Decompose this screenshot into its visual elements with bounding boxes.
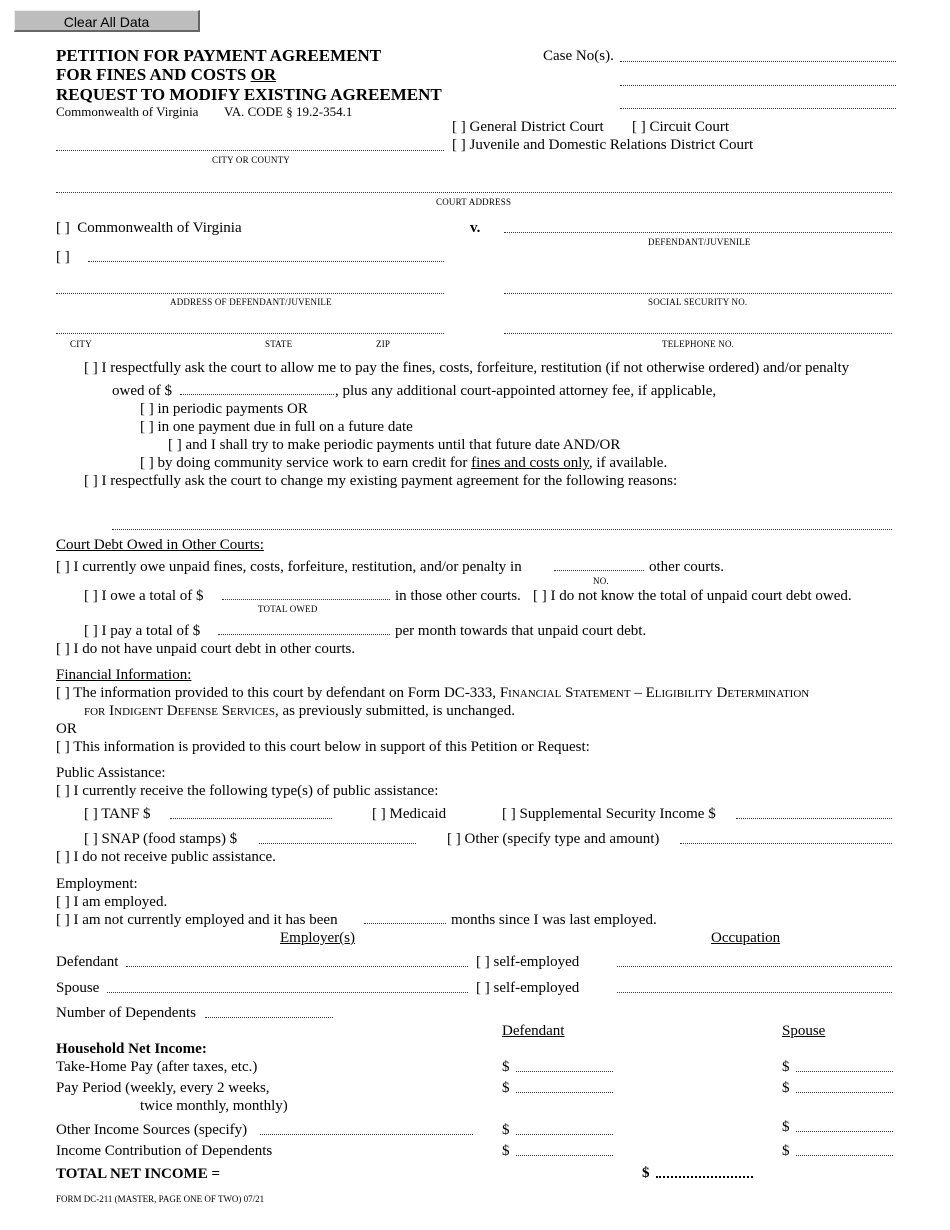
other-income-defendant-field[interactable]	[516, 1134, 613, 1135]
tanf-amount-field[interactable]	[170, 818, 332, 819]
city-or-county-label: CITY OR COUNTY	[212, 155, 290, 165]
previously-submitted-label: , as previously submitted, is unchanged.	[275, 703, 515, 719]
total-owed-field[interactable]	[222, 599, 390, 600]
change-agreement-checkbox[interactable]: [ ] I respectfully ask the court to change my existing payment agreement for the following reasons:	[84, 473, 678, 489]
total-owed-checkbox[interactable]: [ ] I owe a total of $	[84, 588, 204, 604]
snap-checkbox[interactable]: [ ] SNAP (food stamps) $	[84, 831, 238, 847]
owe-other-courts-checkbox[interactable]: [ ] I currently owe unpaid fines, costs, forfeiture, restitution, and/or penalty in	[56, 559, 522, 575]
or-label: OR	[56, 721, 77, 737]
community-service-label: [ ] by doing community service work to earn credit for	[140, 455, 472, 471]
pay-period-label: Pay Period (weekly, every 2 weeks,	[56, 1080, 270, 1096]
dependents-label: Number of Dependents	[56, 1005, 196, 1021]
employers-heading: Employer(s)	[280, 930, 355, 946]
circuit-court-checkbox[interactable]: [ ] Circuit Court	[632, 119, 730, 135]
community-service-suffix: , if available.	[588, 455, 668, 471]
unknown-total-checkbox[interactable]: [ ] I do not know the total of unpaid court debt owed.	[533, 588, 852, 604]
dependents-income-label: Income Contribution of Dependents	[56, 1143, 273, 1159]
case-no-label: Case No(s).	[543, 48, 614, 64]
dependents-income-spouse-dollar: $	[782, 1143, 790, 1159]
dependents-income-spouse-field[interactable]	[796, 1155, 893, 1156]
commonwealth-party-label: Commonwealth of Virginia	[77, 220, 242, 236]
public-assistance-heading: Public Assistance:	[56, 765, 166, 781]
change-reasons-field[interactable]	[112, 529, 892, 530]
versus-label: v.	[470, 220, 481, 236]
city-label: CITY	[70, 339, 92, 349]
defendant-column-heading: Defendant	[502, 1023, 565, 1039]
dependents-field[interactable]	[205, 1017, 333, 1018]
form-title-line1: PETITION FOR PAYMENT AGREEMENT	[56, 46, 382, 65]
tanf-checkbox[interactable]: [ ] TANF $	[84, 806, 151, 822]
financial-statement-title: Financial Statement – Eligibility Determination	[499, 685, 810, 701]
info-unchanged-label: [ ] The information provided to this court by defendant on Form DC-333,	[56, 685, 500, 701]
ssi-amount-field[interactable]	[736, 818, 892, 819]
periodic-until-checkbox[interactable]: [ ] and I shall try to make periodic payments until that future date AND/OR	[168, 437, 621, 453]
other-income-label: Other Income Sources (specify)	[56, 1122, 248, 1138]
in-other-courts-label: in those other courts.	[395, 588, 521, 604]
defendant-address-label: ADDRESS OF DEFENDANT/JUVENILE	[170, 297, 332, 307]
info-provided-checkbox[interactable]: [ ] This information is provided to this court below in support of this Petition or Request:	[56, 739, 590, 755]
financial-info-heading: Financial Information:	[56, 667, 192, 683]
monthly-payment-field[interactable]	[218, 634, 390, 635]
total-net-income-field[interactable]	[656, 1176, 753, 1178]
per-month-label: per month towards that unpaid court debt.	[395, 623, 647, 639]
employment-heading: Employment:	[56, 876, 138, 892]
household-income-heading: Household Net Income:	[56, 1041, 207, 1057]
pay-period-defendant-field[interactable]	[516, 1092, 613, 1093]
defendant-occupation-field[interactable]	[617, 966, 892, 967]
take-home-spouse-dollar: $	[782, 1059, 790, 1075]
spouse-column-heading: Spouse	[782, 1023, 826, 1039]
form-id-footer: FORM DC-211 (MASTER, PAGE ONE OF TWO) 07/21	[56, 1194, 265, 1204]
info-unchanged-checkbox[interactable]	[56, 685, 809, 702]
city-or-county-field[interactable]	[56, 150, 444, 151]
form-title-line2	[56, 65, 276, 84]
defendant-self-employed-checkbox[interactable]: [ ] self-employed	[476, 954, 580, 970]
no-label: NO.	[593, 576, 609, 586]
state-label: STATE	[265, 339, 293, 349]
receive-assistance-checkbox[interactable]: [ ] I currently receive the following type(s) of public assistance:	[56, 783, 439, 799]
other-assistance-field[interactable]	[680, 843, 892, 844]
spouse-employer-field[interactable]	[107, 992, 468, 993]
dependents-income-def-dollar: $	[502, 1143, 510, 1159]
defendant-address-field[interactable]	[56, 293, 444, 294]
medicaid-checkbox[interactable]: [ ] Medicaid	[372, 806, 447, 822]
one-payment-checkbox[interactable]: [ ] in one payment due in full on a future date	[140, 419, 413, 435]
telephone-field[interactable]	[504, 333, 892, 334]
other-courts-count-field[interactable]	[554, 570, 644, 571]
spouse-employer-label: Spouse	[56, 980, 100, 996]
commonwealth-checkbox-box[interactable]: [ ]	[56, 220, 70, 236]
attorney-fee-label: , plus any additional court-appointed attorney fee, if applicable,	[335, 383, 717, 399]
other-party-checkbox[interactable]: [ ]	[56, 249, 70, 265]
defendant-label: DEFENDANT/JUVENILE	[648, 237, 751, 247]
no-other-debt-checkbox[interactable]: [ ] I do not have unpaid court debt in other courts.	[56, 641, 356, 657]
court-address-label: COURT ADDRESS	[436, 197, 512, 207]
court-address-field[interactable]	[56, 192, 892, 193]
take-home-defendant-field[interactable]	[516, 1071, 613, 1072]
case-no-field-1[interactable]	[620, 61, 896, 62]
telephone-label: TELEPHONE NO.	[662, 339, 735, 349]
other-party-field[interactable]	[88, 261, 444, 262]
other-courts-label: other courts.	[649, 559, 724, 575]
jdr-court-checkbox[interactable]: [ ] Juvenile and Domestic Relations District Court	[452, 137, 754, 153]
commonwealth-party-checkbox[interactable]	[56, 220, 242, 237]
case-no-field-2[interactable]	[620, 85, 896, 86]
clear-all-data-button[interactable]: Clear All Data	[14, 10, 200, 32]
pay-request-checkbox[interactable]: [ ] I respectfully ask the court to allow me to pay the fines, costs, forfeiture, restitution (if not otherwise ordered) and/or penalty	[84, 360, 850, 376]
other-income-specify-field[interactable]	[260, 1134, 473, 1135]
periodic-payments-checkbox[interactable]: [ ] in periodic payments OR	[140, 401, 308, 417]
take-home-spouse-field[interactable]	[796, 1071, 893, 1072]
title-line2-text: FOR FINES AND COSTS	[56, 65, 251, 84]
va-code-label: VA. CODE § 19.2-354.1	[224, 104, 353, 119]
other-income-spouse-dollar: $	[782, 1119, 790, 1135]
other-income-def-dollar: $	[502, 1122, 510, 1138]
take-home-label: Take-Home Pay (after taxes, etc.)	[56, 1059, 258, 1075]
community-service-checkbox[interactable]	[140, 455, 667, 472]
employed-checkbox[interactable]: [ ] I am employed.	[56, 894, 168, 910]
take-home-def-dollar: $	[502, 1059, 510, 1075]
occupation-heading: Occupation	[711, 930, 781, 946]
indigent-defense-title: for Indigent Defense Services	[84, 703, 275, 719]
other-income-spouse-field[interactable]	[796, 1131, 893, 1132]
ssn-label: SOCIAL SECURITY NO.	[648, 297, 748, 307]
ssn-field[interactable]	[504, 293, 892, 294]
months-unemployed-field[interactable]	[364, 923, 446, 924]
defendant-employer-label: Defendant	[56, 954, 119, 970]
zip-label: ZIP	[376, 339, 391, 349]
general-district-court-checkbox[interactable]: [ ] General District Court	[452, 119, 604, 135]
not-employed-checkbox[interactable]: [ ] I am not currently employed and it has been	[56, 912, 338, 928]
other-courts-heading: Court Debt Owed in Other Courts:	[56, 537, 264, 553]
pay-period-label-2: twice monthly, monthly)	[140, 1098, 288, 1114]
defendant-employer-field[interactable]	[126, 966, 468, 967]
snap-amount-field[interactable]	[259, 843, 416, 844]
spouse-self-employed-checkbox[interactable]: [ ] self-employed	[476, 980, 580, 996]
total-net-income-label: TOTAL NET INCOME =	[56, 1166, 221, 1182]
owed-of-label: owed of $	[112, 383, 172, 399]
pay-period-spouse-field[interactable]	[796, 1092, 893, 1093]
total-owed-label: TOTAL OWED	[258, 604, 318, 614]
form-title-line3: REQUEST TO MODIFY EXISTING AGREEMENT	[56, 85, 442, 104]
info-unchanged-continued	[84, 703, 515, 720]
spouse-occupation-field[interactable]	[617, 992, 892, 993]
city-state-zip-field[interactable]	[56, 333, 444, 334]
owed-amount-field[interactable]	[180, 394, 334, 395]
months-since-label: months since I was last employed.	[451, 912, 657, 928]
fines-costs-only-text: fines and costs only	[471, 455, 589, 471]
case-no-field-3[interactable]	[620, 108, 896, 109]
dependents-income-defendant-field[interactable]	[516, 1155, 613, 1156]
pay-period-def-dollar: $	[502, 1080, 510, 1096]
defendant-field[interactable]	[504, 232, 892, 233]
monthly-payment-checkbox[interactable]: [ ] I pay a total of $	[84, 623, 201, 639]
ssi-checkbox[interactable]: [ ] Supplemental Security Income $	[502, 806, 716, 822]
other-assistance-checkbox[interactable]: [ ] Other (specify type and amount)	[447, 831, 660, 847]
commonwealth-label: Commonwealth of Virginia	[56, 104, 199, 119]
title-or: OR	[250, 65, 277, 84]
total-net-income-dollar: $	[642, 1165, 650, 1181]
pay-period-spouse-dollar: $	[782, 1080, 790, 1096]
no-assistance-checkbox[interactable]: [ ] I do not receive public assistance.	[56, 849, 276, 865]
